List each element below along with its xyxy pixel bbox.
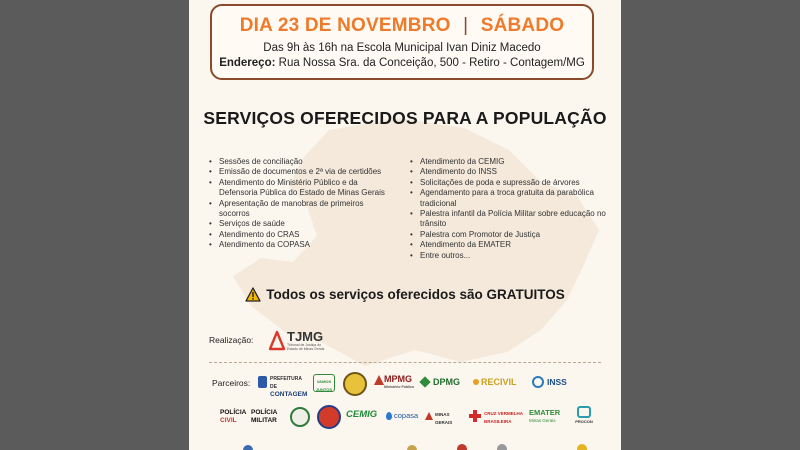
partner-line2: JUNTOS	[315, 387, 333, 392]
service-item: • Atendimento da COPASA	[205, 240, 395, 250]
tjmg-logo-subtext: Tribunal de Justiça do Estado de Minas Gerais	[287, 343, 325, 351]
partner-line2: GERAIS	[435, 420, 453, 425]
realizacao-label: Realização:	[209, 335, 254, 345]
parceiros-label: Parceiros:	[212, 378, 251, 388]
partner-line1: CRUZ VERMELHA	[484, 411, 523, 416]
event-poster	[189, 0, 621, 450]
event-date-line	[212, 15, 592, 37]
partner-line1: VAMOS	[316, 379, 332, 384]
event-weekday: SÁBADO	[480, 15, 565, 36]
partner-logo-dpmg	[421, 378, 463, 386]
partner-logo-cemig	[346, 411, 384, 419]
partner-logo-partial-icon	[577, 444, 587, 450]
free-services-notice	[189, 287, 621, 302]
service-item: • Atendimento da EMATER	[406, 240, 611, 250]
service-item: • Serviços de saúde	[205, 219, 395, 229]
partner-line1: DPMG	[433, 377, 460, 387]
partner-line1: MINAS	[435, 412, 450, 417]
partner-line2: BRASILEIRA	[484, 419, 512, 424]
service-item: • Agendamento para a troca gratuita da parabólica tradicional	[406, 188, 611, 209]
partner-logo-minas-gerais	[425, 411, 463, 427]
partner-logo-procon	[571, 406, 597, 426]
event-address	[212, 57, 592, 69]
partner-logo-policia-militar	[251, 409, 285, 425]
partner-line1: RECIVIL	[481, 377, 517, 387]
partner-line2: CONTAGEM	[270, 391, 308, 398]
partner-seal-icon	[343, 372, 367, 396]
service-item: • Palestra infantil da Polícia Militar sobre educação no trânsito	[406, 209, 611, 230]
partner-line2: MILITAR	[251, 417, 277, 424]
service-item: • Atendimento do INSS	[406, 167, 611, 177]
service-item: • Emissão de documentos e 2ª via de certidões	[205, 167, 395, 177]
service-item: • Entre outros...	[406, 251, 611, 261]
partner-line1: POLÍCIA	[251, 409, 278, 416]
partner-logo-emater	[529, 409, 569, 425]
partner-logo-prefeitura-contagem	[258, 375, 306, 399]
partner-badge-icon	[290, 407, 310, 427]
partner-logo-recivil	[473, 378, 523, 386]
address-value: Rua Nossa Sra. da Conceição, 500 - Retiro - Contagem/MG	[278, 57, 585, 69]
red-cross-icon	[469, 410, 481, 422]
partner-logo-vamos-juntos	[313, 374, 335, 392]
partner-line1: INSS	[547, 377, 567, 387]
partner-logo-partial-icon	[243, 445, 253, 450]
partner-fire-department-icon	[317, 405, 341, 429]
partner-logo-copasa	[386, 412, 422, 420]
free-notice-text: Todos os serviços oferecidos são GRATUITOS	[266, 287, 565, 302]
partner-logo-partial-icon	[407, 445, 417, 450]
event-hours: Das 9h às 16h na Escola Municipal Ivan Diniz Macedo	[263, 42, 541, 54]
partner-line1: CEMIG	[346, 409, 378, 420]
tjmg-logo-text: TJMG	[287, 329, 324, 344]
service-item: • Solicitações de poda e supressão de árvores	[406, 178, 611, 188]
partner-line2: CIVIL	[220, 417, 237, 424]
partner-line1: POLÍCIA	[220, 409, 247, 416]
partner-logo-policia-civil	[220, 409, 250, 425]
service-item: • Atendimento do CRAS	[205, 230, 395, 240]
services-list-left	[205, 157, 395, 251]
partner-line1: PROCON	[575, 419, 593, 424]
service-item: • Atendimento da CEMIG	[406, 157, 611, 167]
address-label: Endereço:	[219, 57, 276, 69]
partner-line1: MPMG	[384, 374, 412, 384]
service-item: • Atendimento do Ministério Público e da Defensoria Pública do Estado de Minas Gerais	[205, 178, 395, 199]
event-date-box	[210, 4, 594, 80]
service-item: • Palestra com Promotor de Justiça	[406, 230, 611, 240]
partner-logo-cruz-vermelha	[469, 410, 525, 426]
partner-line2: Ministério Público	[384, 385, 415, 389]
date-separator: |	[463, 15, 469, 36]
partner-line2: Minas Gerais	[529, 418, 556, 423]
partner-logo-inss	[532, 376, 580, 386]
event-date: DIA 23 DE NOVEMBRO	[239, 15, 451, 36]
partner-line1: PREFEITURA DE	[270, 376, 302, 390]
partner-logo-partial-icon	[457, 444, 467, 450]
warning-icon	[245, 287, 261, 302]
partner-logo-mpmg	[374, 375, 422, 391]
section-divider	[209, 362, 601, 363]
partner-logo-partial-icon	[497, 444, 507, 450]
services-list-right	[406, 157, 611, 261]
partner-line1: EMATER	[529, 408, 561, 417]
service-item: • Apresentação de manobras de primeiros socorros	[205, 199, 395, 220]
partner-line1: copasa	[394, 411, 419, 420]
service-item: • Sessões de conciliação	[205, 157, 395, 167]
services-title: SERVIÇOS OFERECIDOS PARA A POPULAÇÃO	[203, 108, 607, 128]
